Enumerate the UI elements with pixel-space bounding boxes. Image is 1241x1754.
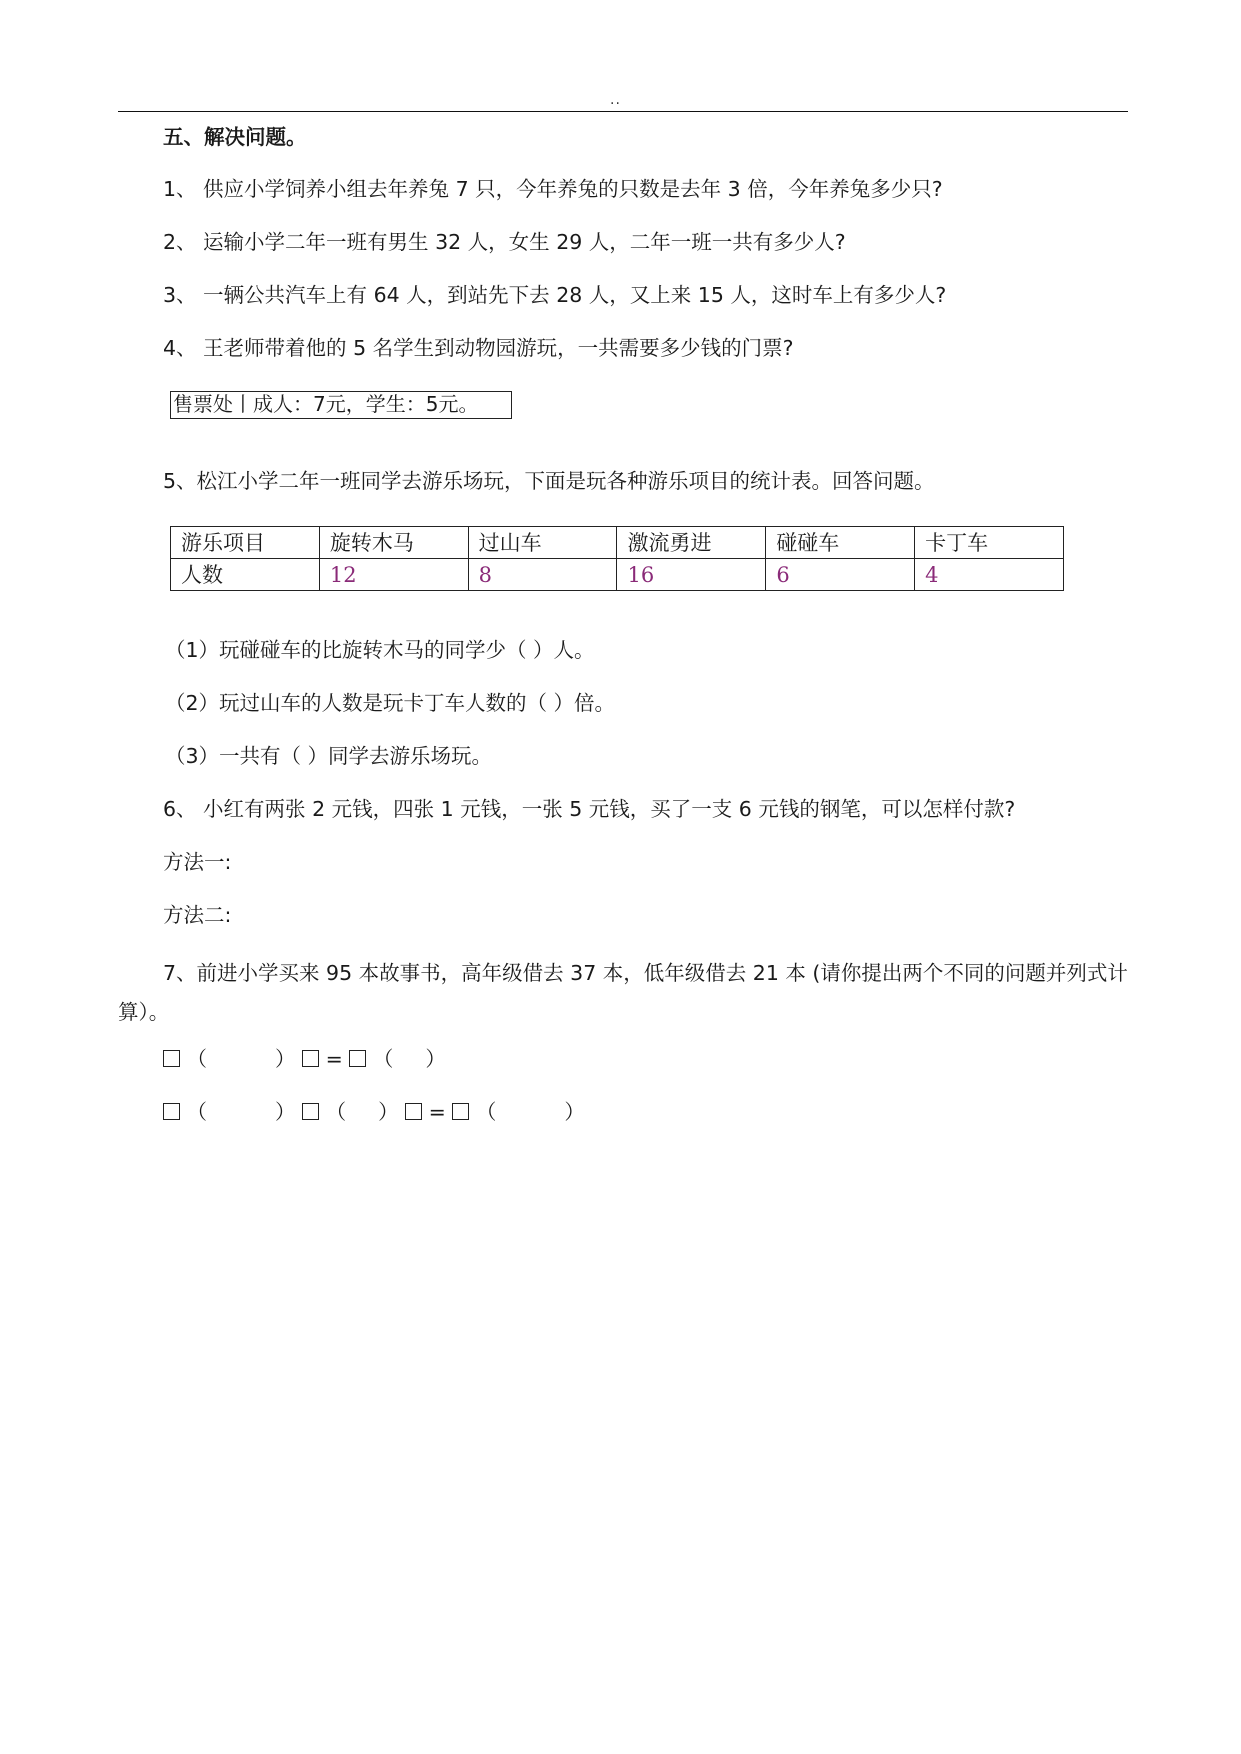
table-header-cell: 过山车	[468, 527, 617, 559]
answer-box[interactable]	[349, 1050, 366, 1067]
table-cell: 12	[319, 559, 468, 591]
equals-sign: =	[325, 1047, 343, 1071]
question-1: 1、 供应小学饲养小组去年养兔 7 只，今年养兔的只数是去年 3 倍，今年养兔多少只?	[163, 177, 943, 201]
question-7: 7、前进小学买来 95 本故事书，高年级借去 37 本，低年级借去 21 本 (请你提出两个不同的问题并列式计算）。	[118, 961, 1128, 1024]
question-5-sub-3: （3）一共有（ ）同学去游乐场玩。	[165, 744, 493, 768]
answer-box[interactable]	[405, 1103, 422, 1120]
answer-box[interactable]	[452, 1103, 469, 1120]
header-rule	[118, 111, 1128, 112]
question-5-sub-1: （1）玩碰碰车的比旋转木马的同学少（ ）人。	[165, 638, 595, 662]
header-dots: ..	[610, 92, 621, 108]
answer-box[interactable]	[163, 1103, 180, 1120]
ticket-price-box: 售票处丨成人：7元，学生：5元。	[170, 391, 512, 419]
table-row	[171, 559, 1064, 591]
rides-stat-table	[170, 526, 1064, 591]
table-header-cell: 碰碰车	[766, 527, 915, 559]
close-paren: ）	[378, 1100, 399, 1124]
answer-box[interactable]	[302, 1103, 319, 1120]
question-6: 6、 小红有两张 2 元钱，四张 1 元钱，一张 5 元钱，买了一支 6 元钱的钢笔，可以怎样付款?	[163, 797, 1016, 821]
open-paren: （	[186, 1047, 208, 1071]
method-two-label: 方法二:	[163, 903, 232, 927]
close-paren: ）	[275, 1047, 296, 1071]
method-one-label: 方法一:	[163, 850, 232, 874]
question-2: 2、 运输小学二年一班有男生 32 人，女生 29 人，二年一班一共有多少人?	[163, 230, 846, 254]
equals-sign: =	[428, 1100, 446, 1124]
table-header-cell: 卡丁车	[915, 527, 1064, 559]
open-paren: （	[372, 1047, 394, 1071]
equation-blank-2	[163, 1098, 585, 1126]
open-paren: （	[186, 1100, 208, 1124]
table-header-cell: 激流勇进	[617, 527, 766, 559]
question-5: 5、松江小学二年一班同学去游乐场玩，下面是玩各种游乐项目的统计表。回答问题。	[163, 469, 935, 493]
close-paren: ）	[275, 1100, 296, 1124]
close-paren: ）	[564, 1100, 585, 1124]
table-header-cell: 游乐项目	[171, 527, 320, 559]
answer-box[interactable]	[163, 1050, 180, 1067]
open-paren: （	[475, 1100, 497, 1124]
open-paren: （	[325, 1100, 347, 1124]
question-3: 3、 一辆公共汽车上有 64 人，到站先下去 28 人，又上来 15 人，这时车上有多少人?	[163, 283, 947, 307]
section-title: 五、解决问题。	[163, 125, 307, 149]
table-cell: 16	[617, 559, 766, 591]
equation-blank-1	[163, 1045, 446, 1073]
table-cell: 4	[915, 559, 1064, 591]
table-header-row	[171, 527, 1064, 559]
question-5-sub-2: （2）玩过山车的人数是玩卡丁车人数的（ ）倍。	[165, 691, 616, 715]
answer-box[interactable]	[302, 1050, 319, 1067]
table-header-cell: 旋转木马	[319, 527, 468, 559]
close-paren: ）	[425, 1047, 446, 1071]
question-4: 4、 王老师带着他的 5 名学生到动物园游玩，一共需要多少钱的门票?	[163, 336, 794, 360]
table-cell: 人数	[171, 559, 320, 591]
table-cell: 8	[468, 559, 617, 591]
table-cell: 6	[766, 559, 915, 591]
